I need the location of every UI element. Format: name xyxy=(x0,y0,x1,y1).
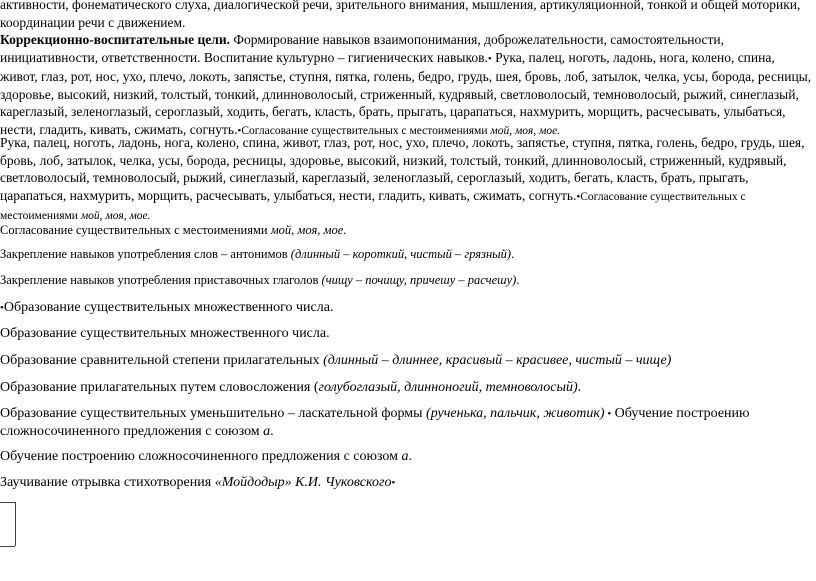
goals-small-italic: мой, моя, мое. xyxy=(487,124,561,137)
goals-line1: активности, фонематического слуха, диалогической речи, зрительного внимания, мышления, артикуляционной, тонкой и общей моторики, xyxy=(0,0,801,12)
bullet-icon: • xyxy=(237,124,242,137)
plural-text: Образование существительных множественного числа. xyxy=(0,326,330,341)
antonyms-text: Закрепление навыков употребления слов – антонимов xyxy=(0,247,291,261)
correction-heading: Коррекционно-воспитательные цели. xyxy=(0,32,230,47)
prefix-verbs-italic: (чищу – почищу, причешу – расчешу) xyxy=(321,273,517,287)
poem-text: Заучивание отрывка стихотворения xyxy=(0,475,215,490)
vocabulary-small-italic: мой, моя, мое. xyxy=(77,210,151,222)
diminutive-italic: (рученька, пальчик, животик) xyxy=(426,406,605,421)
diminutive-text: Образование существительных уменьшительно – ласкательной формы xyxy=(0,406,427,421)
bullet-icon: • xyxy=(487,52,492,65)
compound-sentence-italic: а xyxy=(401,449,409,464)
antonyms-end: . xyxy=(511,247,515,261)
paragraph-vocabulary xyxy=(0,134,814,226)
compound-text: Образование прилагательных путем словосложения ( xyxy=(0,380,319,395)
compound-sentence-end: . xyxy=(408,449,412,464)
vocabulary-small: Согласование существительных с xyxy=(580,190,746,203)
bullet-icon: • xyxy=(391,477,396,489)
goals-text-b: Рука, палец, ноготь, ладонь, нога, колено, спина, живот, глаз, рот, нос, ухо, плечо, локоть, запястье, ступня, пятка, голень, бедро, грудь, шея, бровь, лоб, затылок, челка, усы, борода, ресницы, здоровье, высокий, низкий, толстый, тонкий, длинноволосый, стриженный, кудрявый, светловолосый, темноволосый, рыжий, синеглазый, кареглазый, зеленоглазый, сероглазый, ходить, бегать, класть, брать, прыгать, царапаться, нахмурить, морщить, расчесывать, улыбаться, нести, гладить, кивать, сжимать, согнуть. xyxy=(0,49,812,137)
paragraph-compound xyxy=(0,379,814,396)
bracket-vertical-line xyxy=(15,502,16,546)
paragraph-compound-sentence xyxy=(0,448,814,465)
paragraph-agreement xyxy=(0,222,814,239)
paragraph-prefix-verbs xyxy=(0,272,814,289)
vocabulary-small2: местоимениями xyxy=(0,210,78,222)
paragraph-goals xyxy=(0,0,814,140)
goals-text-a: Формирование навыков взаимопонимания, доброжелательности, самостоятельности, инициативности, ответственности. Воспитание культурно – гигиенических навыков. xyxy=(0,32,725,65)
diminutive-line2: сложносочиненного предложения с союзом xyxy=(0,424,264,439)
goals-line2: координации речи с движением. xyxy=(0,14,186,30)
paragraph-diminutive xyxy=(0,405,814,440)
compound-italic: голубоглазый, длинноногий, темноволосый) xyxy=(318,380,578,395)
comparative-italic: (длинный – длиннее, красивый – красивее, чистый – чище) xyxy=(323,353,672,368)
diminutive-text2: Обучение построению xyxy=(611,406,750,421)
prefix-verbs-text: Закрепление навыков употребления приставочных глаголов xyxy=(0,273,322,287)
paragraph-plural xyxy=(0,325,814,342)
paragraph-poem xyxy=(0,474,814,492)
paragraph-comparative xyxy=(0,352,814,369)
vocabulary-text: Рука, палец, ноготь, ладонь, нога, колено, спина, живот, глаз, рот, нос, ухо, плечо, локоть, запястье, ступня, пятка, голень, бедро, грудь, шея, бровь, лоб, затылок, челка, усы, борода, ресницы, здоровье, высокий, низкий, толстый, тонкий, длинноволосый, стриженный, кудрявый, светловолосый, темноволосый, рыжий, синеглазый, кареглазый, зеленоглазый, сероглазый, ходить, бегать, класть, брать, прыгать, царапаться, нахмурить, морщить, расчесывать, улыбаться, нести, гладить, кивать, сжимать, согнуть. xyxy=(0,135,805,203)
diminutive-italic2: а xyxy=(263,424,271,439)
paragraph-antonyms xyxy=(0,246,814,263)
bracket-top-line xyxy=(0,502,15,503)
prefix-verbs-end: . xyxy=(516,273,520,287)
bracket-bottom-line xyxy=(0,546,15,547)
bullet-icon: • xyxy=(0,302,4,314)
diminutive-end: . xyxy=(270,424,274,439)
comparative-text: Образование сравнительной степени прилагательных xyxy=(0,353,324,368)
agreement-text: Согласование существительных с местоимениями xyxy=(0,223,271,237)
compound-end: . xyxy=(577,380,582,395)
bullet-icon: • xyxy=(604,408,612,420)
paragraph-plural-bullet xyxy=(0,299,814,317)
agreement-italic: мой, моя, мое. xyxy=(270,223,347,237)
plural-bullet-text: Образование существительных множественного числа. xyxy=(3,300,334,315)
goals-small: Согласование существительных с местоимениями xyxy=(241,124,488,137)
compound-sentence-text: Обучение построению сложносочиненного предложения с союзом xyxy=(0,449,402,464)
bullet-icon: • xyxy=(576,190,581,203)
poem-italic: «Мойдодыр» К.И. Чуковского xyxy=(214,475,392,490)
antonyms-italic: (длинный – короткий, чистый – грязный) xyxy=(290,247,512,261)
